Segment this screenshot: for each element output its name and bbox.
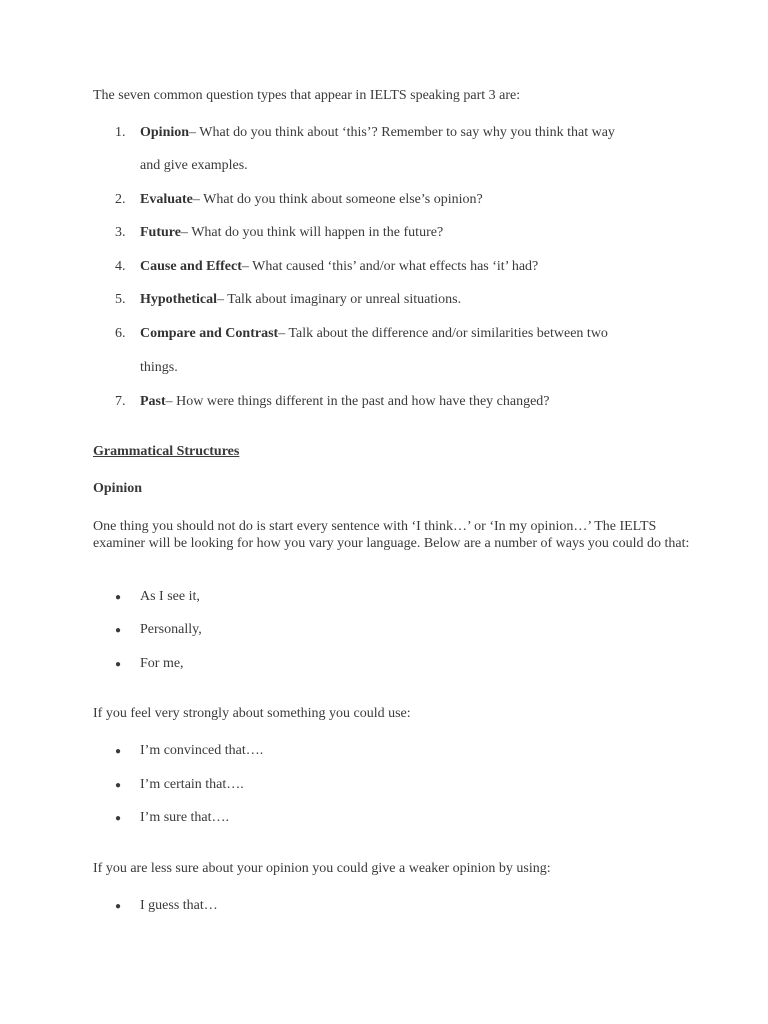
list-term: Hypothetical (140, 292, 217, 307)
list-term: Compare and Contrast (140, 326, 279, 341)
list-desc: – What do you think will happen in the future? (180, 225, 444, 240)
list-item-hypothetical (140, 292, 461, 308)
list-item: I’m convinced that…. (140, 743, 264, 758)
list-term: Past (140, 394, 166, 409)
list-desc: – Talk about imaginary or unreal situations. (217, 292, 462, 307)
list-item-opinion (140, 125, 615, 141)
list-number: 5. (115, 292, 126, 307)
list-item-evaluate (140, 192, 483, 208)
list-desc: – Talk about the difference and/or similarities between two (278, 326, 608, 341)
list-number: 4. (115, 259, 126, 274)
bullet-icon: ● (115, 901, 122, 912)
list-number: 7. (115, 394, 126, 409)
list-item: I’m sure that…. (140, 810, 230, 825)
bullet-icon: ● (115, 625, 122, 636)
list-item-compare-continued: things. (140, 360, 178, 375)
list-desc: – What do you think about ‘this’? Remember to say why you think that way (189, 125, 615, 140)
list-term: Cause and Effect (140, 259, 242, 274)
list-item-opinion-continued: and give examples. (140, 158, 248, 173)
bullet-icon: ● (115, 780, 122, 791)
bullet-icon: ● (115, 746, 122, 757)
weak-opinion-intro: If you are less sure about your opinion you could give a weaker opinion by using: (93, 861, 551, 876)
list-number: 6. (115, 326, 126, 341)
bullet-icon: ● (115, 813, 122, 824)
bullet-icon: ● (115, 592, 122, 603)
list-item: I guess that… (140, 898, 218, 913)
list-item: Personally, (140, 622, 202, 637)
bullet-icon: ● (115, 659, 122, 670)
section-heading: Grammatical Structures (93, 444, 240, 459)
list-item: For me, (140, 656, 184, 671)
list-item-past (140, 394, 550, 410)
list-desc: – What do you think about someone else’s opinion? (192, 192, 483, 207)
list-desc: – What caused ‘this’ and/or what effects has ‘it’ had? (241, 259, 539, 274)
list-item-cause-effect (140, 259, 538, 275)
list-item: As I see it, (140, 589, 200, 604)
opinion-paragraph: One thing you should not do is start every sentence with ‘I think…’ or ‘In my opinion…’ The IELTS examiner will be looking for how you vary your language. Below are a number of ways you could do that: (93, 519, 690, 551)
list-term: Evaluate (140, 192, 193, 207)
list-number: 1. (115, 125, 126, 140)
intro-text: The seven common question types that appear in IELTS speaking part 3 are: (93, 88, 521, 103)
list-item-compare-contrast (140, 326, 608, 342)
strong-opinion-intro: If you feel very strongly about something you could use: (93, 706, 411, 721)
list-number: 3. (115, 225, 126, 240)
subheading-opinion: Opinion (93, 481, 143, 496)
list-item: I’m certain that…. (140, 777, 244, 792)
list-term: Future (140, 225, 181, 240)
list-number: 2. (115, 192, 126, 207)
list-term: Opinion (140, 125, 190, 140)
list-desc: – How were things different in the past and how have they changed? (165, 394, 550, 409)
list-item-future (140, 225, 443, 241)
